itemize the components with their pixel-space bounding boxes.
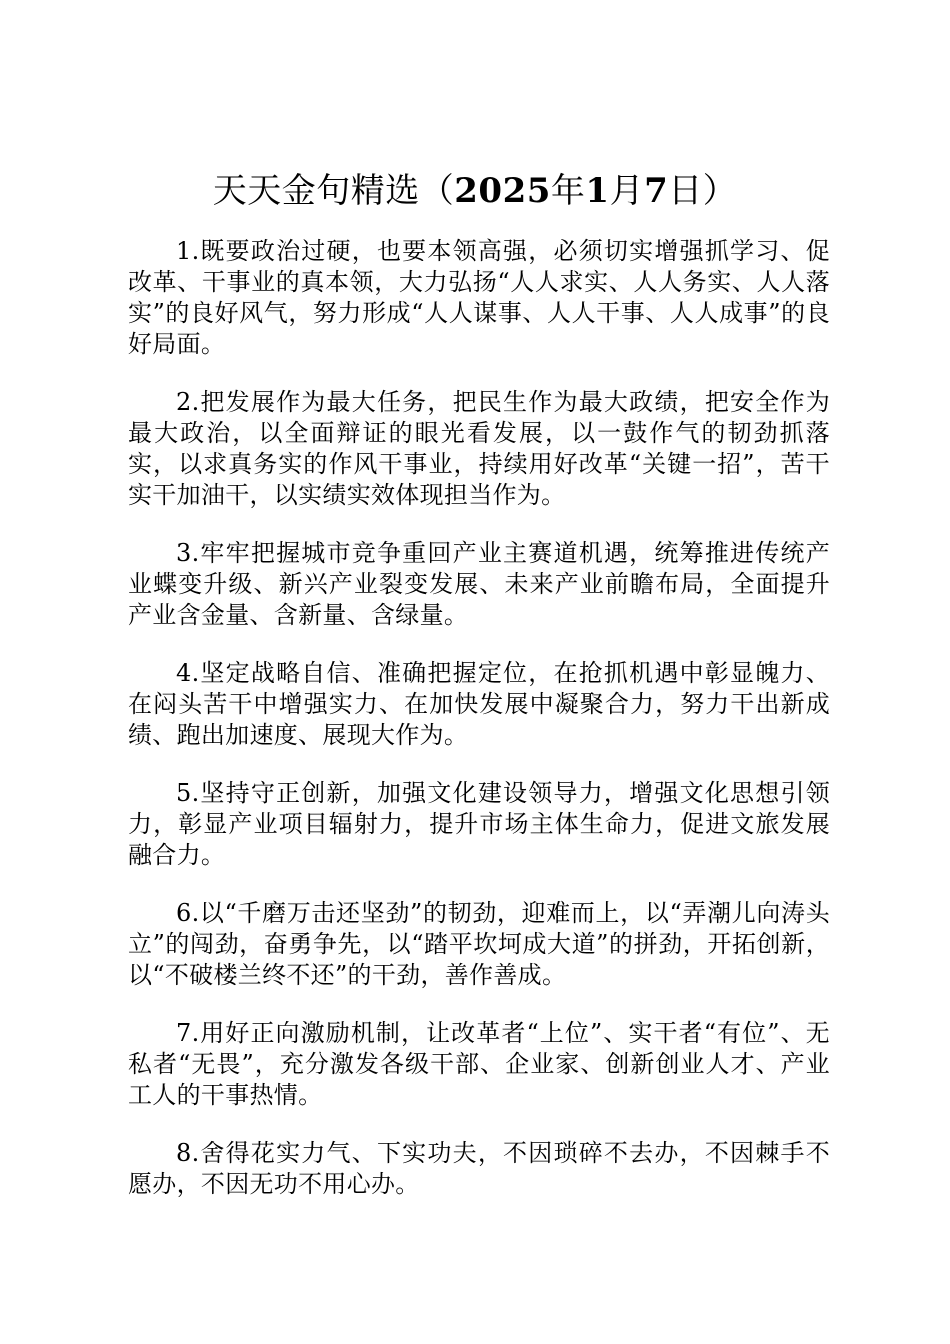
title-year: 2025 — [454, 171, 551, 211]
quote-list — [128, 236, 830, 1227]
quote-paragraph-7: 7.用好正向激励机制，让改革者“上位”、实干者“有位”、无私者“无畏”，充分激发各级干部、企业家、创新创业人才、产业工人的干事热情。 — [128, 1019, 830, 1109]
quote-paragraph-4: 4.坚定战略自信、准确把握定位，在抢抓机遇中彰显魄力、在闷头苦干中增强实力、在加快发展中凝聚合力，努力干出新成绩、跑出加速度、展现大作为。 — [128, 659, 830, 749]
title-day: 7 — [644, 171, 669, 211]
title-year-char: 年 — [550, 171, 586, 211]
document-title — [0, 168, 950, 214]
title-month-char: 月 — [609, 171, 645, 211]
quote-paragraph-5: 5.坚持守正创新，加强文化建设领导力，增强文化思想引领力，彰显产业项目辐射力，提升市场主体生命力，促进文旅发展融合力。 — [128, 779, 830, 869]
quote-paragraph-6: 6.以“千磨万击还坚劲”的韧劲，迎难而上，以“弄潮儿向涛头立”的闯劲，奋勇争先，以“踏平坎坷成大道”的拼劲，开拓创新，以“不破楼兰终不还”的干劲，善作善成。 — [128, 899, 830, 989]
quote-paragraph-2: 2.把发展作为最大任务，把民生作为最大政绩，把安全作为最大政治，以全面辩证的眼光看发展，以一鼓作气的韧劲抓落实，以求真务实的作风干事业，持续用好改革“关键一招”，苦干实干加油干，以实绩实效体现担当作为。 — [128, 388, 830, 509]
title-month: 1 — [585, 171, 610, 211]
quote-paragraph-1: 1.既要政治过硬，也要本领高强，必须切实增强抓学习、促改革、干事业的真本领，大力弘扬“人人求实、人人务实、人人落实”的良好风气，努力形成“人人谋事、人人干事、人人成事”的良好局面。 — [128, 237, 830, 358]
title-suffix: 日） — [668, 171, 738, 211]
quote-paragraph-8: 8.舍得花实力气、下实功夫，不因琐碎不去办，不因棘手不愿办，不因无功不用心办。 — [128, 1139, 830, 1198]
quote-paragraph-3: 3.牢牢把握城市竞争重回产业主赛道机遇，统筹推进传统产业蝶变升级、新兴产业裂变发展、未来产业前瞻布局，全面提升产业含金量、含新量、含绿量。 — [128, 539, 830, 629]
title-prefix: 天天金句精选（ — [212, 171, 455, 211]
